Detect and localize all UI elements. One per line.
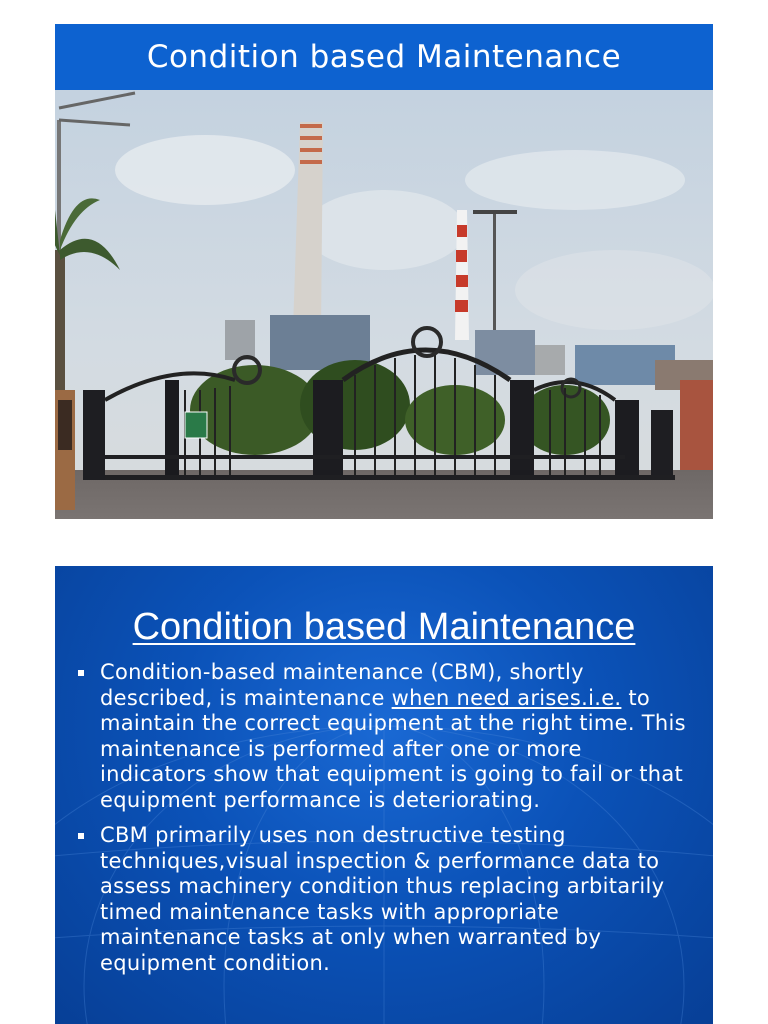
bullet-item xyxy=(75,823,695,976)
bullet-text: CBM primarily uses non destructive testing techniques,visual inspection & performance data to assess machinery condition thus replacing arbitarily timed maintenance tasks with appropriate maintenance tasks at only when warranted by equipment condition. xyxy=(100,823,665,975)
bullet-list xyxy=(75,660,695,986)
slide-1 xyxy=(55,24,713,519)
bullet-square-icon xyxy=(78,833,84,839)
slide-1-title: Condition based Maintenance xyxy=(55,24,713,90)
bullet-text: Condition-based maintenance (CBM), shortly described, is maintenance xyxy=(100,660,584,710)
bullet-link[interactable]: when need arises.i.e. xyxy=(391,685,622,710)
bullet-item xyxy=(75,660,695,813)
slide-2 xyxy=(55,566,713,1024)
bullet-square-icon xyxy=(78,670,84,676)
power-plant-photo xyxy=(55,90,713,519)
bullet-text: to maintain the correct equipment at the right time. This maintenance is performed after one or more indicators show that equipment is going to fail or that equipment performance is deteriorating. xyxy=(100,685,686,812)
slide-2-title: Condition based Maintenance xyxy=(132,606,636,648)
